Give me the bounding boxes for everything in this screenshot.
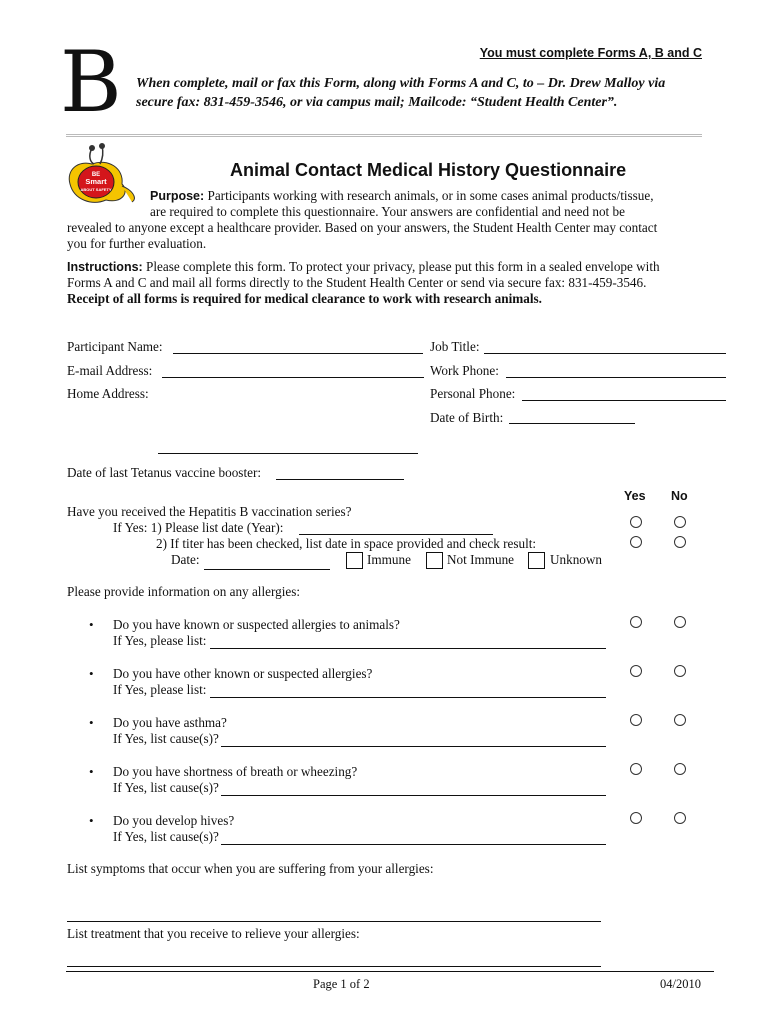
logo-text-about: ABOUT SAFETY [80, 187, 112, 192]
allergy-followup-label: If Yes, please list: [113, 633, 207, 648]
email-field[interactable] [162, 377, 424, 378]
purpose-section [67, 188, 703, 252]
immune-checkbox[interactable] [346, 552, 363, 569]
email-label: E-mail Address: [67, 363, 153, 378]
allergy-followup-label: If Yes, list cause(s)? [113, 780, 219, 795]
allergy-followup-label: If Yes, please list: [113, 682, 207, 697]
bullet: • [89, 813, 94, 828]
work-phone-field[interactable] [506, 377, 726, 378]
allergy-followup-field[interactable] [210, 697, 606, 698]
allergy-no-radio[interactable] [674, 812, 686, 824]
logo-text-smart: Smart [85, 177, 107, 186]
bullet: • [89, 666, 94, 681]
page-number: Page 1 of 2 [313, 977, 370, 991]
form-revision-date: 04/2010 [660, 977, 701, 991]
unknown-label: Unknown [550, 552, 603, 567]
symptoms-field[interactable] [67, 921, 601, 922]
instructions-section [67, 259, 703, 307]
bullet: • [89, 617, 94, 632]
job-title-field[interactable] [484, 353, 726, 354]
hepb-titer-yes-radio[interactable] [630, 536, 642, 548]
page-title: Animal Contact Medical History Questionnaire [230, 160, 627, 180]
allergy-question: Do you have other known or suspected allergies? [113, 666, 373, 681]
hepb-date-label: Date: [171, 552, 200, 567]
form-letter: B [60, 33, 122, 131]
allergy-no-radio[interactable] [674, 665, 686, 677]
purpose-label: Purpose: [150, 189, 205, 203]
no-column-header: No [671, 489, 688, 503]
allergy-yes-radio[interactable] [630, 812, 642, 824]
mail-instructions: When complete, mail or fax this Form, along with Forms A and C, to – Dr. Drew Malloy via secure fax: 831-459-3546, or via campus mail; Mailcode: “Student Health Center”. [136, 76, 666, 110]
allergy-question: Do you have asthma? [113, 715, 227, 730]
home-address-label: Home Address: [67, 386, 149, 401]
hepb-titer-date-field[interactable] [204, 569, 330, 570]
hepb-year-field[interactable] [299, 534, 493, 535]
allergy-followup-field[interactable] [210, 648, 606, 649]
purpose-line-2: are required to complete this questionnaire. Your answers are confidential and need not be [150, 204, 625, 219]
allergy-yes-radio[interactable] [630, 763, 642, 775]
hepb-if-yes-1: If Yes: 1) Please list date (Year): [113, 520, 284, 535]
allergy-followup-field[interactable] [221, 844, 606, 845]
allergy-no-radio[interactable] [674, 763, 686, 775]
bullet: • [89, 764, 94, 779]
instructions-line-2: Forms A and C and mail all forms directly to the Student Health Center or send via secure fax: 831-459-3546. [67, 275, 647, 290]
symptoms-label: List symptoms that occur when you are suffering from your allergies: [67, 861, 434, 876]
tetanus-label: Date of last Tetanus vaccine booster: [67, 465, 262, 480]
bullet: • [89, 715, 94, 730]
hepb-series-no-radio[interactable] [674, 516, 686, 528]
hepb-series-yes-radio[interactable] [630, 516, 642, 528]
home-address-field[interactable] [158, 453, 418, 454]
allergy-followup-field[interactable] [221, 795, 606, 796]
unknown-checkbox[interactable] [528, 552, 545, 569]
required-forms-notice: You must complete Forms A, B and C [479, 46, 702, 60]
treatment-field[interactable] [67, 966, 601, 967]
hepb-if-yes-2: 2) If titer has been checked, list date in space provided and check result: [156, 536, 537, 551]
yes-column-header: Yes [624, 489, 646, 503]
footer-divider [66, 971, 714, 972]
work-phone-label: Work Phone: [430, 363, 499, 378]
not-immune-label: Not Immune [447, 552, 515, 567]
participant-name-label: Participant Name: [67, 339, 163, 354]
allergy-question: Do you develop hives? [113, 813, 235, 828]
hepb-titer-no-radio[interactable] [674, 536, 686, 548]
purpose-line-3: revealed to anyone except a healthcare provider. Based on your answers, the Student Health Center may contact [67, 220, 658, 235]
allergy-followup-label: If Yes, list cause(s)? [113, 731, 219, 746]
hepb-question: Have you received the Hepatitis B vaccination series? [67, 504, 352, 519]
dob-label: Date of Birth: [430, 410, 504, 425]
allergies-intro: Please provide information on any allergies: [67, 584, 301, 599]
allergy-followup-field[interactable] [221, 746, 606, 747]
purpose-line-1: Participants working with research animals, or in some cases animal products/tissue, [204, 188, 654, 203]
allergy-followup-label: If Yes, list cause(s)? [113, 829, 219, 844]
allergy-yes-radio[interactable] [630, 616, 642, 628]
immune-label: Immune [367, 552, 411, 567]
dob-field[interactable] [509, 423, 635, 424]
header-divider [66, 134, 702, 137]
allergy-question: Do you have shortness of breath or wheezing? [113, 764, 358, 779]
logo-text-be: BE [91, 172, 101, 178]
purpose-line-4: you for further evaluation. [67, 236, 207, 251]
job-title-label: Job Title: [430, 339, 480, 354]
instructions-line-1: Please complete this form. To protect your privacy, please put this form in a sealed envelope with [142, 259, 660, 274]
allergy-yes-radio[interactable] [630, 714, 642, 726]
tetanus-date-field[interactable] [276, 479, 404, 480]
participant-name-field[interactable] [173, 353, 423, 354]
allergy-no-radio[interactable] [674, 616, 686, 628]
treatment-label: List treatment that you receive to relieve your allergies: [67, 926, 360, 941]
personal-phone-label: Personal Phone: [430, 386, 516, 401]
instructions-line-3: Receipt of all forms is required for medical clearance to work with research animals. [67, 291, 542, 306]
allergy-no-radio[interactable] [674, 714, 686, 726]
not-immune-checkbox[interactable] [426, 552, 443, 569]
allergy-yes-radio[interactable] [630, 665, 642, 677]
allergy-question: Do you have known or suspected allergies to animals? [113, 617, 400, 632]
instructions-label: Instructions: [67, 260, 143, 274]
personal-phone-field[interactable] [522, 400, 726, 401]
